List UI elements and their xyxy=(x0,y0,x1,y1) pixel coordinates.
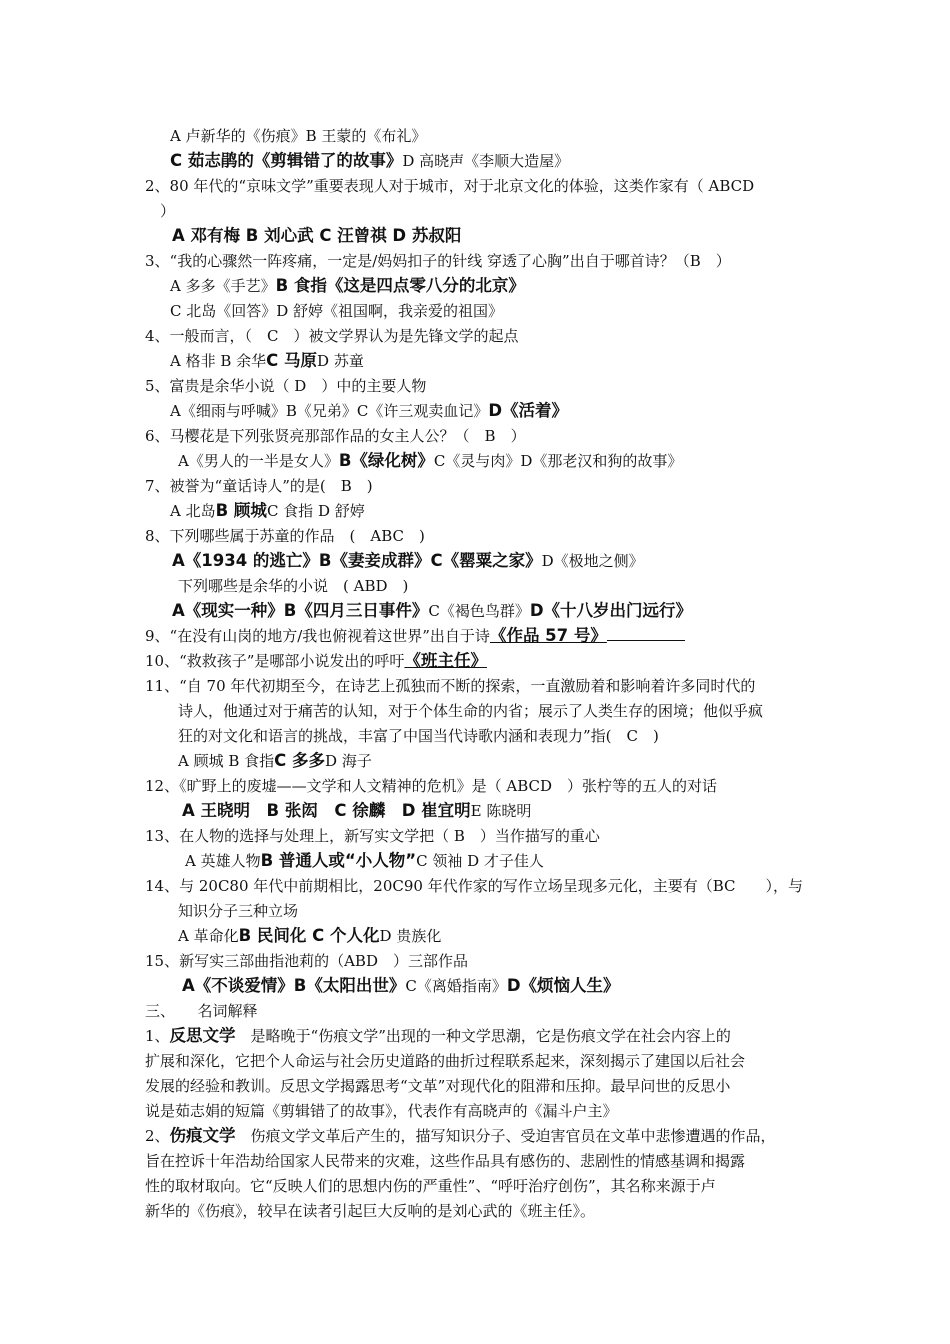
question-9: 9、“在没有山岗的地方/我也俯视着这世界”出自于诗《作品 57 号》 xyxy=(145,624,685,648)
question-3: 3、“我的心骤然一阵疼痛，一定是/妈妈扣子的针线 穿透了心胸”出自于哪首诗？（B ） xyxy=(145,252,731,270)
text-line: A《细雨与呼喊》B《兄弟》C《许三观卖血记》D《活着》 xyxy=(170,401,569,420)
answer-line: A 邓有梅 B 刘心武 C 汪曾祺 D 苏叔阳 xyxy=(172,226,462,245)
text-line: 说是茹志娟的短篇《剪辑错了的故事》，代表作有高晓声的《漏斗户主》 xyxy=(145,1102,618,1120)
text-line: 性的取材取向。它“反映人们的思想内伤的严重性”、“呼吁治疗创伤”，其名称来源于卢 xyxy=(145,1177,716,1195)
question-10: 10、“救救孩子”是哪部小说发出的呼吁《班主任》 xyxy=(145,651,487,670)
text-line: A 英雄人物B 普通人或“小人物”C 领袖 D 才子佳人 xyxy=(185,851,544,870)
text-line: A 王晓明 B 张闳 C 徐麟 D 崔宜明E 陈晓明 xyxy=(182,801,532,820)
text-line: A 北岛B 顾城C 食指 D 舒婷 xyxy=(170,501,365,520)
term-2: 2、伤痕文学 伤痕文学文革后产生的，描写知识分子、受迫害官员在文革中悲惨遭遇的作品， xyxy=(145,1126,776,1145)
text-line: A《男人的一半是女人》B《绿化树》C《灵与肉》D《那老汉和狗的故事》 xyxy=(178,451,683,470)
text-line: A《1934 的逃亡》B《妻妾成群》C《罂粟之家》D《极地之侧》 xyxy=(172,551,644,570)
text-line: 发展的经验和教训。反思文学揭露思考“文革”对现代化的阻滞和压抑。最早问世的反思小 xyxy=(145,1077,731,1095)
question-14: 14、与 20C80 年代中前期相比，20C90 年代作家的写作立场呈现多元化，主要有（BC ），与 xyxy=(145,877,803,895)
text-line: 狂的对文化和语言的挑战，丰富了中国当代诗歌内涵和表现力”指( C ) xyxy=(178,727,659,745)
text-line: 下列哪些是余华的小说 ( ABD ) xyxy=(178,577,409,595)
text-line: A 顾城 B 食指C 多多D 海子 xyxy=(178,751,372,770)
text-line: 诗人，他通过对于痛苦的认知，对于个体生命的内省；展示了人类生存的困境；他似乎疯 xyxy=(178,702,764,720)
text-line: C 茹志鹃的《剪辑错了的故事》D 高晓声《李顺大造屋》 xyxy=(170,151,570,170)
question-5: 5、富贵是余华小说（ D ）中的主要人物 xyxy=(145,377,427,395)
text-line: 知识分子三种立场 xyxy=(178,902,299,920)
text-line: A 卢新华的《伤痕》B 王蒙的《布礼》 xyxy=(170,127,427,145)
section-heading: 三、 名词解释 xyxy=(145,1002,258,1020)
question-13: 13、在人物的选择与处理上，新写实文学把（ B ）当作描写的重心 xyxy=(145,827,600,845)
text-line: C 北岛《回答》D 舒婷《祖国啊，我亲爱的祖国》 xyxy=(170,302,504,320)
text-line: ） xyxy=(160,202,176,220)
text-line: 旨在控诉十年浩劫给国家人民带来的灾难，这些作品具有感伤的、悲剧性的情感基调和揭露 xyxy=(145,1152,746,1170)
question-12: 12、《旷野上的废墟——文学和人文精神的危机》是（ ABCD ）张柠等的五人的对话 xyxy=(145,777,717,795)
question-15: 15、新写实三部曲指池莉的（ABD ）三部作品 xyxy=(145,952,468,970)
question-6: 6、马樱花是下列张贤亮那部作品的女主人公？（ B ） xyxy=(145,427,526,445)
text-line: 新华的《伤痕》，较早在读者引起巨大反响的是刘心武的《班主任》。 xyxy=(145,1202,596,1220)
term-1: 1、反思文学 是略晚于“伤痕文学”出现的一种文学思潮，它是伤痕文学在社会内容上的 xyxy=(145,1026,731,1045)
question-4: 4、一般而言，（ C ）被文学界认为是先锋文学的起点 xyxy=(145,327,519,345)
text-line: A 革命化B 民间化 C 个人化D 贵族化 xyxy=(178,926,442,945)
text-line: 扩展和深化，它把个人命运与社会历史道路的曲折过程联系起来，深刻揭示了建国以后社会 xyxy=(145,1052,746,1070)
question-2: 2、80 年代的“京味文学”重要表现人对于城市，对于北京文化的体验，这类作家有（ ABCD xyxy=(145,177,755,195)
blank-underline xyxy=(607,624,685,641)
text-line: A 格非 B 余华C 马原D 苏童 xyxy=(170,351,364,370)
question-11: 11、“自 70 年代初期至今，在诗艺上孤独而不断的探索，一直激励着和影响着许多同时代的 xyxy=(145,677,756,695)
question-8: 8、下列哪些属于苏童的作品 ( ABC ) xyxy=(145,527,425,545)
text-line: A《不谈爱情》B《太阳出世》C《离婚指南》D《烦恼人生》 xyxy=(182,976,620,995)
question-7: 7、被誉为“童话诗人”的是( B ) xyxy=(145,477,373,495)
text-line: A《现实一种》B《四月三日事件》C《褐色鸟群》D《十八岁出门远行》 xyxy=(172,601,693,620)
text-line: A 多多《手艺》B 食指《这是四点零八分的北京》 xyxy=(170,276,525,295)
